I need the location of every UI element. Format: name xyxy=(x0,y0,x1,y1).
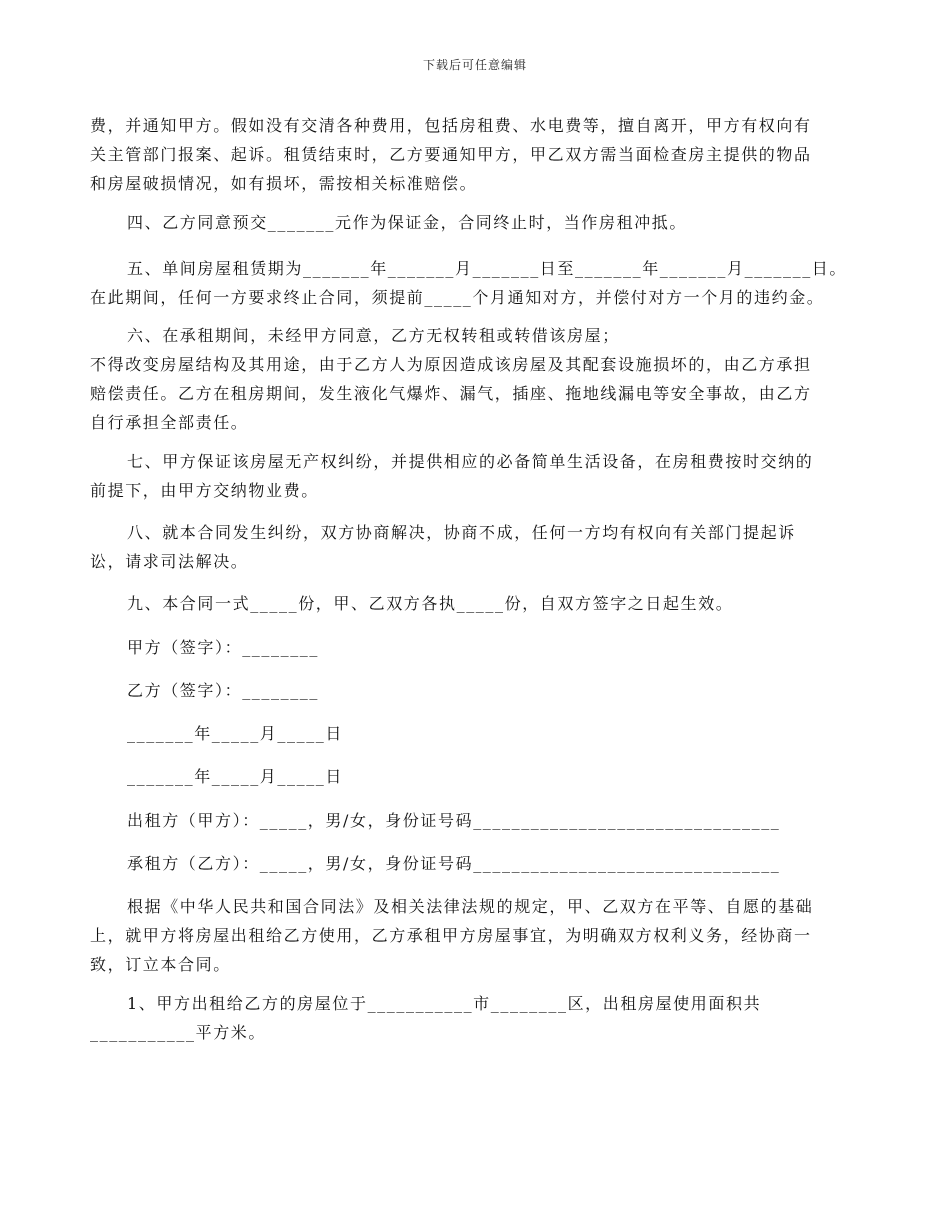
text-line: 六、在承租期间，未经甲方同意，乙方无权转租或转借该房屋； xyxy=(127,326,620,345)
text-line: 根据《中华人民共和国合同法》及相关法律法规的规定，甲、乙双方在平等、自愿的基础 xyxy=(127,897,814,916)
clause-8-disputes xyxy=(90,518,860,576)
text-line: 九、本合同一式_____份，甲、乙双方各执_____份，自双方签字之日起生效。 xyxy=(127,594,734,613)
text-line: 不得改变房屋结构及其用途，由于乙方人为原因造成该房屋及其配套设施损坏的，由乙方承担 xyxy=(90,355,812,374)
text-line: ___________平方米。 xyxy=(90,1023,266,1042)
lessee-info xyxy=(90,849,860,878)
clause-5-lease-term xyxy=(90,254,860,312)
clause-4-deposit xyxy=(90,208,860,237)
text-line: 五、单间房屋租赁期为_______年_______月_______日至_______年_______月_______日。 xyxy=(127,259,848,278)
clause-9-copies xyxy=(90,589,860,618)
text-line: 1、甲方出租给乙方的房屋位于___________市________区，出租房屋使用面积共 xyxy=(127,994,762,1013)
text-line: 上，就甲方将房屋出租给乙方使用，乙方承租甲方房屋事宜，为明确双方权利义务，经协商一 xyxy=(90,926,812,945)
text-line: 七、甲方保证该房屋无产权纠纷，并提供相应的必备简单生活设备，在房租费按时交纳的 xyxy=(127,452,814,471)
text-line: 乙方（签字）：________ xyxy=(127,681,320,700)
text-line: 费，并通知甲方。假如没有交清各种费用，包括房租费、水电费等，擅自离开，甲方有权向有 xyxy=(90,116,812,135)
lessor-info xyxy=(90,806,860,835)
text-line: 致，订立本合同。 xyxy=(90,955,231,974)
contract-preamble xyxy=(90,892,860,979)
text-line: 讼，请求司法解决。 xyxy=(90,552,249,571)
clause-6-subletting xyxy=(90,321,860,437)
text-line: 在此期间，任何一方要求终止合同，须提前_____个月通知对方，并偿付对方一个月的违约金。 xyxy=(90,288,825,307)
party-a-signature xyxy=(90,633,860,662)
text-line: 关主管部门报案、起诉。租赁结束时，乙方要通知甲方，甲乙双方需当面检查房主提供的物品 xyxy=(90,145,812,164)
text-line: 四、乙方同意预交_______元作为保证金，合同终止时，当作房租冲抵。 xyxy=(127,213,688,232)
signature-date-1 xyxy=(90,719,860,748)
text-line: 出租方（甲方）：_____，男/女，身份证号码________________________________ xyxy=(127,811,781,830)
text-line: 赔偿责任。乙方在租房期间，发生液化气爆炸、漏气，插座、拖地线漏电等安全事故，由乙方 xyxy=(90,384,812,403)
text-line: 自行承担全部责任。 xyxy=(90,413,249,432)
paragraph-deposit-settlement xyxy=(90,111,860,198)
text-line: 和房屋破损情况，如有损坏，需按相关标准赔偿。 xyxy=(90,174,478,193)
clause-1-property-location xyxy=(90,989,860,1047)
text-line: 甲方（签字）：________ xyxy=(127,638,320,657)
page-header: 下载后可任意编辑 xyxy=(422,58,527,72)
text-line: _______年_____月_____日 xyxy=(127,767,343,786)
text-line: 承租方（乙方）：_____，男/女，身份证号码________________________________ xyxy=(127,854,781,873)
party-b-signature xyxy=(90,676,860,705)
text-line: 八、就本合同发生纠纷，双方协商解决，协商不成，任何一方均有权向有关部门提起诉 xyxy=(127,523,796,542)
text-line: _______年_____月_____日 xyxy=(127,724,343,743)
text-line: 前提下，由甲方交纳物业费。 xyxy=(90,481,319,500)
signature-date-2 xyxy=(90,762,860,791)
clause-7-property-rights xyxy=(90,447,860,505)
